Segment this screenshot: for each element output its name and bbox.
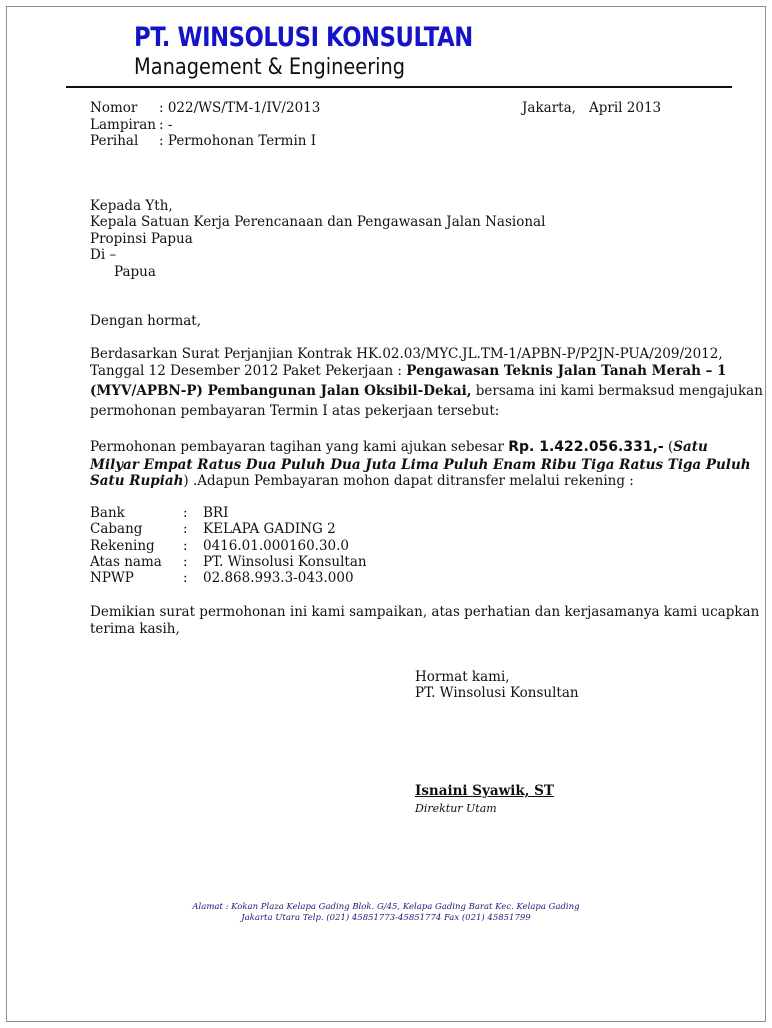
npwp-label: NPWP [90, 570, 134, 586]
para2-line-3: Satu Rupiah) .Adapun Pembayaran mohon dapat ditransfer melalui rekening : [90, 473, 634, 489]
para2-line-2: Milyar Empat Ratus Dua Puluh Dua Juta Lima Puluh Enam Ribu Tiga Ratus Tiga Puluh [90, 457, 751, 473]
nomor-label: Nomor [90, 100, 138, 116]
account-name-label: Atas nama [90, 554, 162, 570]
bank-sep: : [183, 505, 188, 521]
company-name: PT. WINSOLUSI KONSULTAN [134, 22, 473, 53]
recipient-line-4: Di – [90, 247, 117, 263]
closing-line-2: terima kasih, [90, 621, 180, 637]
letter-date: April 2013 [589, 100, 662, 116]
nomor-value: : 022/WS/TM-1/IV/2013 [159, 100, 321, 116]
footer-address-1: Alamat : Kokan Plaza Kelapa Gading Blok. G/45, Kelapa Gading Barat Kec. Kelapa Gading [192, 902, 580, 912]
perihal-value: : Permohonan Termin I [159, 133, 317, 149]
lampiran-label: Lampiran [90, 117, 156, 133]
account-label: Rekening [90, 538, 155, 554]
signer-name: Isnaini Syawik, ST [415, 783, 554, 799]
bank-label: Bank [90, 505, 125, 521]
account-name-value: PT. Winsolusi Konsultan [203, 554, 367, 570]
company-tagline: Management & Engineering [134, 55, 406, 80]
branch-value: KELAPA GADING 2 [203, 521, 336, 537]
branch-label: Cabang [90, 521, 143, 537]
perihal-label: Perihal [90, 133, 139, 149]
account-value: 0416.01.000160.30.0 [203, 538, 350, 554]
para1-line-3: (MYV/APBN-P) Pembangunan Jalan Oksibil-Dekai, bersama ini kami bermaksud mengajukan [90, 383, 763, 399]
account-name-sep: : [183, 554, 188, 570]
salutation: Dengan hormat, [90, 313, 202, 329]
para2-line-1: Permohonan pembayaran tagihan yang kami ajukan sebesar Rp. 1.422.056.331,- (Satu [90, 439, 708, 455]
para1-line-1: Berdasarkan Surat Perjanjian Kontrak HK.02.03/MYC.JL.TM-1/APBN-P/P2JN-PUA/209/2012, [90, 346, 723, 362]
npwp-sep: : [183, 570, 188, 586]
recipient-line-3: Propinsi Papua [90, 231, 193, 247]
bank-value: BRI [203, 505, 229, 521]
npwp-value: 02.868.993.3-043.000 [203, 570, 354, 586]
requested-amount: Rp. 1.422.056.331,- [508, 439, 664, 455]
recipient-line-1: Kepada Yth, [90, 198, 173, 214]
lampiran-value: : - [159, 117, 173, 133]
account-sep: : [183, 538, 188, 554]
regards: Hormat kami, [415, 669, 510, 685]
branch-sep: : [183, 521, 188, 537]
closing-line-1: Demikian surat permohonan ini kami sampaikan, atas perhatian dan kerjasamanya kami ucapkan [90, 604, 760, 620]
recipient-line-5: Papua [114, 264, 156, 280]
signer-title: Direktur Utam [415, 802, 497, 815]
recipient-line-2: Kepala Satuan Kerja Perencanaan dan Pengawasan Jalan Nasional [90, 214, 546, 230]
footer-address-2: Jakarta Utara Telp. (021) 45851773-45851774 Fax (021) 45851799 [241, 913, 531, 923]
para1-line-4: permohonan pembayaran Termin I atas pekerjaan tersebut: [90, 403, 500, 419]
signature-company: PT. Winsolusi Konsultan [415, 685, 579, 701]
city: Jakarta, [522, 100, 576, 116]
header-divider [66, 86, 732, 88]
para1-line-2: Tanggal 12 Desember 2012 Paket Pekerjaan : Pengawasan Teknis Jalan Tanah Merah – 1 [90, 363, 727, 379]
